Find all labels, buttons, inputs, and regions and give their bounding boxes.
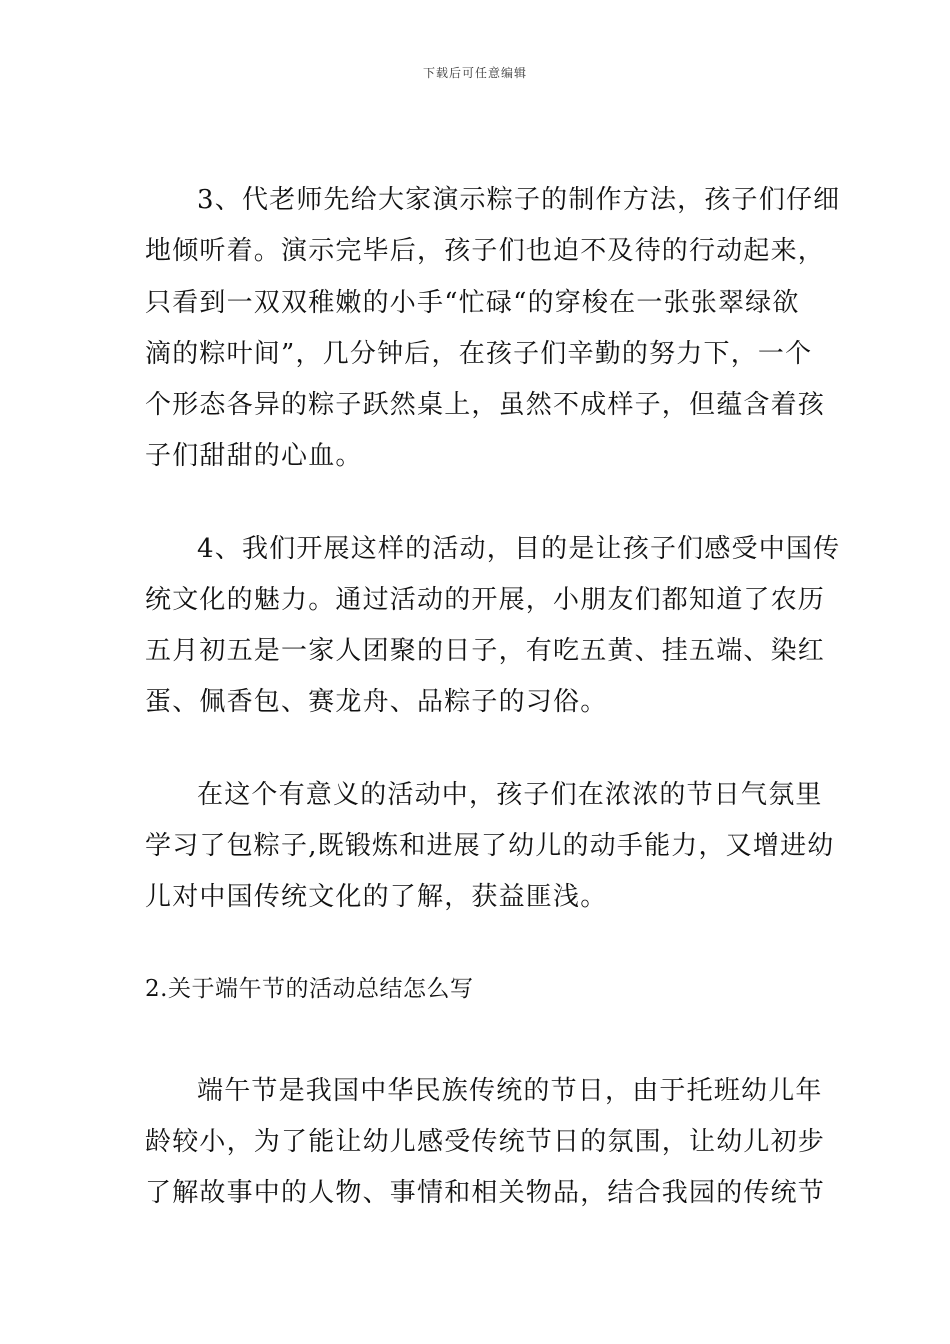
paragraph-line: 3、代老师先给大家演示粽子的制作方法，孩子们仔细 bbox=[197, 185, 841, 215]
paragraph-line: 个形态各异的粽子跃然桌上，虽然不成样子，但蕴含着孩 bbox=[145, 390, 826, 420]
paragraph-line: 统文化的魅力。通过活动的开展，小朋友们都知道了农历 bbox=[145, 585, 826, 615]
paragraph-line: 在这个有意义的活动中，孩子们在浓浓的节日气氛里 bbox=[197, 780, 823, 810]
paragraph-line: 端午节是我国中华民族传统的节日，由于托班幼儿年 bbox=[197, 1076, 823, 1106]
paragraph-line: 滴的粽叶间”，几分钟后，在孩子们辛勤的努力下，一个 bbox=[145, 339, 813, 369]
paragraph-line: 五月初五是一家人团聚的日子，有吃五黄、挂五端、染红 bbox=[145, 636, 826, 666]
paragraph-line: 子们甜甜的心血。 bbox=[145, 441, 363, 471]
paragraph-line: 龄较小，为了能让幼儿感受传统节日的氛围，让幼儿初步 bbox=[145, 1127, 826, 1157]
paragraph-line: 学习了包粽子,既锻炼和进展了幼儿的动手能力，又增进幼 bbox=[145, 831, 835, 861]
paragraph-line: 蛋、佩香包、赛龙舟、品粽子的习俗。 bbox=[145, 687, 608, 717]
paragraph-line: 4、我们开展这样的活动，目的是让孩子们感受中国传 bbox=[197, 534, 841, 564]
paragraph-line: 儿对中国传统文化的了解，获益匪浅。 bbox=[145, 882, 608, 912]
paragraph-line: 只看到一双双稚嫩的小手“忙碌“的穿梭在一张张翠绿欲 bbox=[145, 288, 800, 318]
page-header: 下载后可任意编辑 bbox=[422, 66, 527, 80]
paragraph-line: 地倾听着。演示完毕后，孩子们也迫不及待的行动起来， bbox=[145, 236, 826, 266]
paragraph-line: 了解故事中的人物、事情和相关物品，结合我园的传统节 bbox=[145, 1178, 826, 1208]
section-heading: 2.关于端午节的活动总结怎么写 bbox=[145, 976, 474, 1002]
